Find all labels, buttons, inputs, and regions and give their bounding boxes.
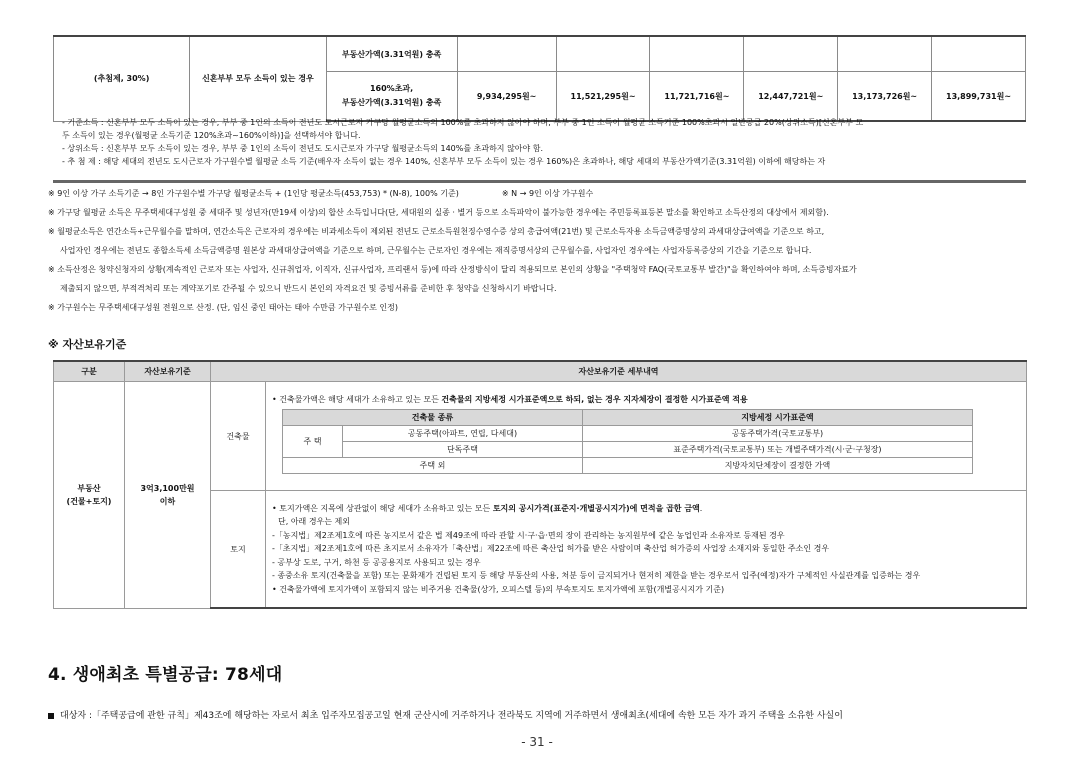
asset-standard-cell: [125, 382, 211, 609]
standard-line: 3억3,100만원: [140, 483, 195, 493]
inner-header: 건축물 종류: [283, 410, 583, 426]
building-type: 단독주택: [343, 442, 583, 458]
desc-bold-text: 토지의 공시가격(표준지·개별공시지가)에 면적을 곱한 금액: [492, 503, 700, 513]
value-cell: [744, 36, 838, 72]
standard-line: 이하: [159, 496, 176, 506]
criteria-line: 160%초과,: [369, 84, 414, 93]
note-line: - 기준소득 : 신혼부부 모두 소득이 있는 경우, 부부 중 1인의 소득이 전년도 도시근로자 가구당 월평균소득의 100%를 초과하지 않아야 하며, 부부 중 1인 소득이 월평균 소득기준 100%초과시 일반공급 20%(상위소득)[신혼부부 모: [62, 118, 864, 127]
building-value-table: [282, 409, 973, 474]
category-line: 부동산: [77, 483, 101, 493]
col-header: 자산보유기준: [125, 361, 211, 382]
note-line: 제출되지 않으면, 부적격처리 또는 계약포기로 간주될 수 있으니 반드시 본인의 자격요건 및 증빙서류를 준비한 후 청약을 신청하시기 바랍니다.: [60, 284, 557, 293]
value-cell: [650, 36, 744, 72]
land-line: -「농지법」제2조제1호에 따른 농지로서 같은 법 제49조에 따라 관할 시·구·읍·면의 장이 관리하는 농지원부에 같은 농업인과 소유자로 등재된 경우: [272, 530, 785, 540]
asset-section-heading: ※ 자산보유기준: [48, 338, 127, 351]
income-notes: [62, 116, 863, 168]
building-value: 표준주택가격(국토교통부) 또는 개별주택가격(시·군·구청장): [583, 442, 973, 458]
note-text: ※ N → 9인 이상 가구원수: [501, 189, 594, 198]
square-bullet-icon: [48, 713, 54, 719]
asset-category-cell: [54, 382, 125, 609]
category-line: (건물+토지): [66, 496, 112, 506]
building-detail: [266, 382, 1027, 491]
value-cell: [932, 36, 1026, 72]
section-4-bullet: [48, 708, 843, 721]
value-cell: 11,521,295원~: [556, 72, 650, 122]
building-type: 공동주택(아파트, 연립, 다세대): [343, 426, 583, 442]
value-cell: 11,721,716원~: [650, 72, 744, 122]
section-4-title: 4. 생애최초 특별공급: 78세대: [48, 665, 283, 685]
desc-text: • 토지가액은 지목에 상관없이 해당 세대가 소유하고 있는 모든: [272, 503, 493, 513]
col-header: 자산보유기준 세부내역: [211, 361, 1027, 382]
building-value: 공동주택가격(국토교통부): [583, 426, 973, 442]
household-cell: 신혼부부 모두 소득이 있는 경우: [190, 36, 326, 121]
note-line: [48, 184, 857, 203]
note-line: ※ 소득산정은 청약신청자의 상황(계속적인 근로자 또는 사업자, 신규취업자, 이직자, 신규사업자, 프리랜서 등)에 따라 산정방식이 달리 적용되므로 본인의 상황을 "주택청약 FAQ(국토교통부 발간)"을 확인하여야 하며, 소득증빙자료가: [48, 265, 857, 274]
criteria-cell: 부동산가액(3.31억원) 충족: [326, 36, 457, 72]
land-detail: [266, 491, 1027, 609]
bullet-text: 대상자 :「주택공급에 관한 규칙」제43조에 해당하는 자로서 최초 입주자모집공고일 현재 군산시에 거주하거나 전라북도 지역에 거주하면서 생애최초(세대에 속한 모든 자가 과거 주택을 소유한 사실이: [60, 711, 843, 721]
value-cell: [556, 36, 650, 72]
note-text: ※ 9인 이상 가구 소득기준 → 8인 가구원수별 가구당 월평균소득 + (1인당 평균소득(453,753) * (N-8), 100% 기준): [48, 189, 459, 198]
criteria-line: 부동산가액(3.31억원) 충족: [341, 98, 442, 107]
note-line: 사업자인 경우에는 전년도 종합소득세 소득금액증명 원본상 과세대상급여액을 기준으로 하며, 근무월수는 근로자인 경우에는 재직증명서상의 근무월수를, 사업자인 경우에는 사업자등록증상의 기간을 기준으로 합니다.: [60, 246, 812, 255]
building-label: 건축물: [211, 382, 266, 491]
land-line: -「초지법」제2조제1호에 따른 초지로서 소유자가「축산법」제22조에 따른 축산업 허가를 받은 사람이며 축산업 허가증의 사업장 소재지와 동일한 주소인 경우: [272, 544, 830, 554]
building-type: 주택 외: [283, 458, 583, 474]
value-cell: 13,899,731원~: [932, 72, 1026, 122]
value-cell: [838, 36, 932, 72]
income-table: [53, 35, 1026, 122]
note-line: - 상위소득 : 신혼부부 모두 소득이 있는 경우, 부부 중 1인의 소득이 전년도 도시근로자 가구당 월평균소득의 140%를 초과하지 않아야 함.: [62, 144, 544, 153]
inner-header: 지방세정 시가표준액: [583, 410, 973, 426]
divider: [53, 180, 1026, 183]
land-label: 토지: [211, 491, 266, 609]
note-line: ※ 가구원수는 무주택세대구성원 전원으로 산정. (단, 임신 중인 태아는 태아 수만큼 가구원수로 인정): [48, 303, 398, 312]
building-desc: [272, 393, 1020, 407]
desc-text: • 건축물가액은 해당 세대가 소유하고 있는 모든: [272, 394, 442, 404]
col-header: 구분: [54, 361, 125, 382]
asset-table: [53, 360, 1027, 609]
criteria-cell: [326, 72, 457, 122]
general-notes: [48, 184, 857, 317]
land-line: - 공부상 도로, 구거, 하천 등 공공용지로 사용되고 있는 경우: [272, 557, 481, 567]
note-line: ※ 월평균소득은 연간소득÷근무월수를 말하며, 연간소득은 근로자의 경우에는 비과세소득이 제외된 전년도 근로소득원천징수영수증 상의 총급여액(21번) 및 근로소득자용 소득금액증명상의 과세대상급여액을 기준으로 하고,: [48, 227, 825, 236]
land-line: 단, 아래 경우는 제외: [278, 517, 350, 527]
note-line: - 추 첨 제 : 해당 세대의 전년도 도시근로자 가구원수별 월평균 소득 기준(배우자 소득이 없는 경우 140%, 신혼부부 모두 소득이 있는 경우 160%)은 초과하나, 해당 세대의 부동산가액기준(3.31억원) 이하에 해당하는 자: [62, 157, 826, 166]
building-value: 지방자치단체장이 결정한 가액: [583, 458, 973, 474]
housing-label: 주 택: [283, 426, 343, 458]
value-cell: 9,934,295원~: [457, 72, 556, 122]
value-cell: [457, 36, 556, 72]
value-cell: 12,447,721원~: [744, 72, 838, 122]
note-line: ※ 가구당 월평균 소득은 무주택세대구성원 중 세대주 및 성년자(만19세 이상)의 합산 소득입니다(단, 세대원의 실종 · 별거 등으로 소득파악이 불가능한 경우에는 주민등록표등본 말소를 확인하고 소득산정의 대상에서 제외함).: [48, 208, 829, 217]
note-line: 두 소득이 있는 경우(월평균 소득기준 120%초과~160%이하)]을 선택하셔야 합니다.: [62, 131, 361, 140]
category-cell: (추첨제, 30%): [54, 36, 190, 121]
land-line: • 건축물가액에 토지가액이 포함되지 않는 비주거용 건축물(상가, 오피스텔 등)의 부속토지도 토지가액에 포함(개별공시지가 기준): [272, 584, 725, 594]
page-number: - 31 -: [521, 735, 553, 749]
value-cell: 13,173,726원~: [838, 72, 932, 122]
land-desc: [272, 502, 1020, 516]
land-line: - 종중소유 토지(건축물을 포함) 또는 문화재가 건립된 토지 등 해당 부동산의 사용, 처분 등이 금지되거나 현저히 제한을 받는 경우로서 입주(예정)자가 구체적인 사실관계를 입증하는 경우: [272, 571, 921, 581]
desc-text: .: [699, 503, 703, 513]
desc-bold-text: 건축물의 지방세정 시가표준액으로 하되, 없는 경우 지자체장이 결정한 시가표준액 적용: [441, 394, 748, 404]
